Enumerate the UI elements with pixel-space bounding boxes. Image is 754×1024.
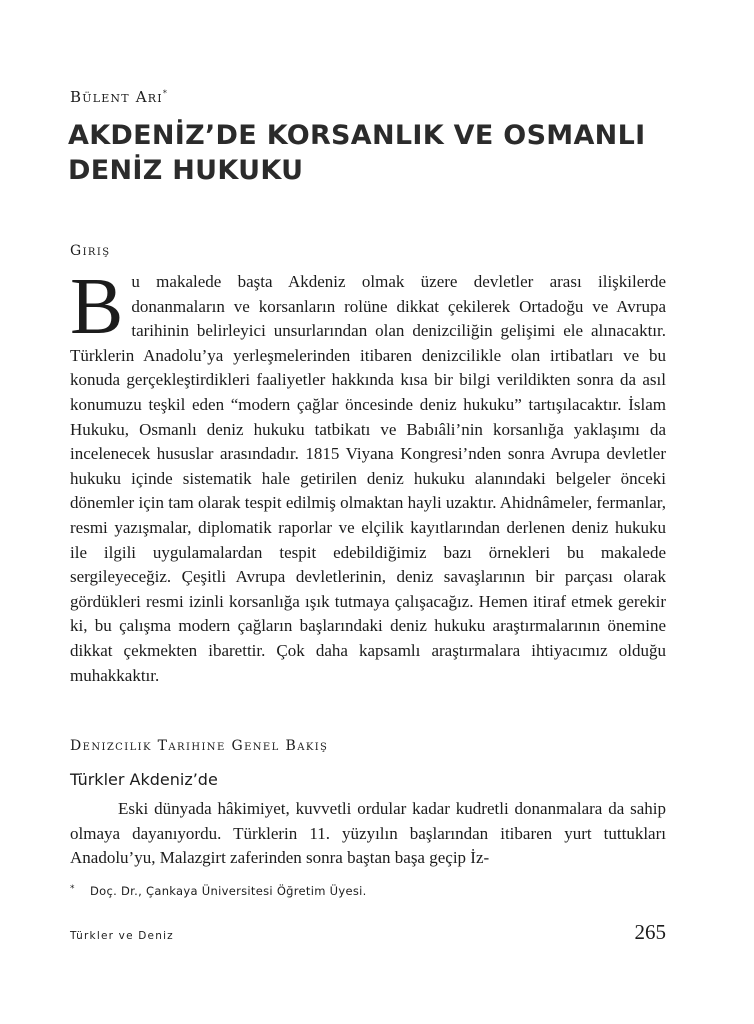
history-paragraph: Eski dünyada hâkimiyet, kuvvetli ordular kadar kudretli donanmalara da sahip olmaya dayanıyordu. Türklerin 11. yüzyılın başlarından itibaren yurt tuttukları Anadolu’yu, Malazgirt zaferinden sonra baştan başa geçip İz-	[70, 799, 666, 868]
page-number: 265	[634, 920, 666, 944]
author-footnote-mark: *	[162, 89, 169, 98]
author-name	[70, 88, 168, 106]
footnote-text: Doç. Dr., Çankaya Üniversitesi Öğretim Üyesi.	[90, 884, 367, 898]
article-title: AKDENİZ’DE KORSANLIK VE OSMANLI DENİZ HUKUKU	[68, 120, 646, 186]
running-footer-title: Türkler ve Deniz	[70, 930, 174, 942]
subsection-heading: Türkler Akdeniz’de	[70, 770, 218, 789]
footnote-mark: *	[70, 884, 75, 894]
section-heading-history: Denizcilik Tarihine Genel Bakış	[70, 738, 329, 754]
author-name-text: Bülent Arı	[70, 88, 163, 106]
intro-paragraph-text: u makalede başta Akdeniz olmak üzere devletler arası ilişkilerde donanmaların ve korsanların rolüne dikkat çekilerek Ortadoğu ve Avrupa tarihinin belirleyici unsurlarından olan denizciliğin gelişimi ele alınacaktır. Türklerin Anadolu’ya yerleşmelerinden itibaren denizcilikle olan irtibatları ve bu konuda gerçekleştirdikleri faaliyetler hakkında kısa bir bilgi verildikten sonra da asıl konumuzu teşkil eden “modern çağlar öncesinde deniz hukuku” tartışılacaktır. İslam Hukuku, Osmanlı deniz hukuku tatbikatı ve Babıâli’nin korsanlığa yaklaşımı da incelenecek hususlar arasındadır. 1815 Viyana Kongresi’nden sonra Avrupa devletler hukuku içinde sistematik hale getirilen deniz hukuku alanındaki belgeler önceki dönemler için tam olarak tespit edilmiş olmaktan hayli uzaktır. Ahidnâmeler, fermanlar, resmi yazışmalar, diplomatik raporlar ve elçilik kayıtlarından derlenen deniz hukuku ile ilgili uygulamalardan tespit edebildiğimiz bazı örnekleri bu makalede sergileyeceğiz. Çeşitli Avrupa devletlerinin, deniz savaşlarının bir parçası olarak gördükleri resmi izinli korsanlığa ışık tutmaya çalışacağız. Hemen itiraf etmek gerekir ki, bu çalışma modern çağların başlarındaki deniz hukuku araştırmalarının önemine dikkat çekmekten ibarettir. Çok daha kapsamlı araştırmalara ihtiyacımız olduğu muhakkaktır.	[70, 272, 666, 685]
section-heading-intro: Giriş	[70, 243, 111, 259]
intro-paragraph	[70, 263, 666, 688]
drop-cap-letter: B	[70, 263, 124, 351]
footnote	[70, 884, 367, 898]
